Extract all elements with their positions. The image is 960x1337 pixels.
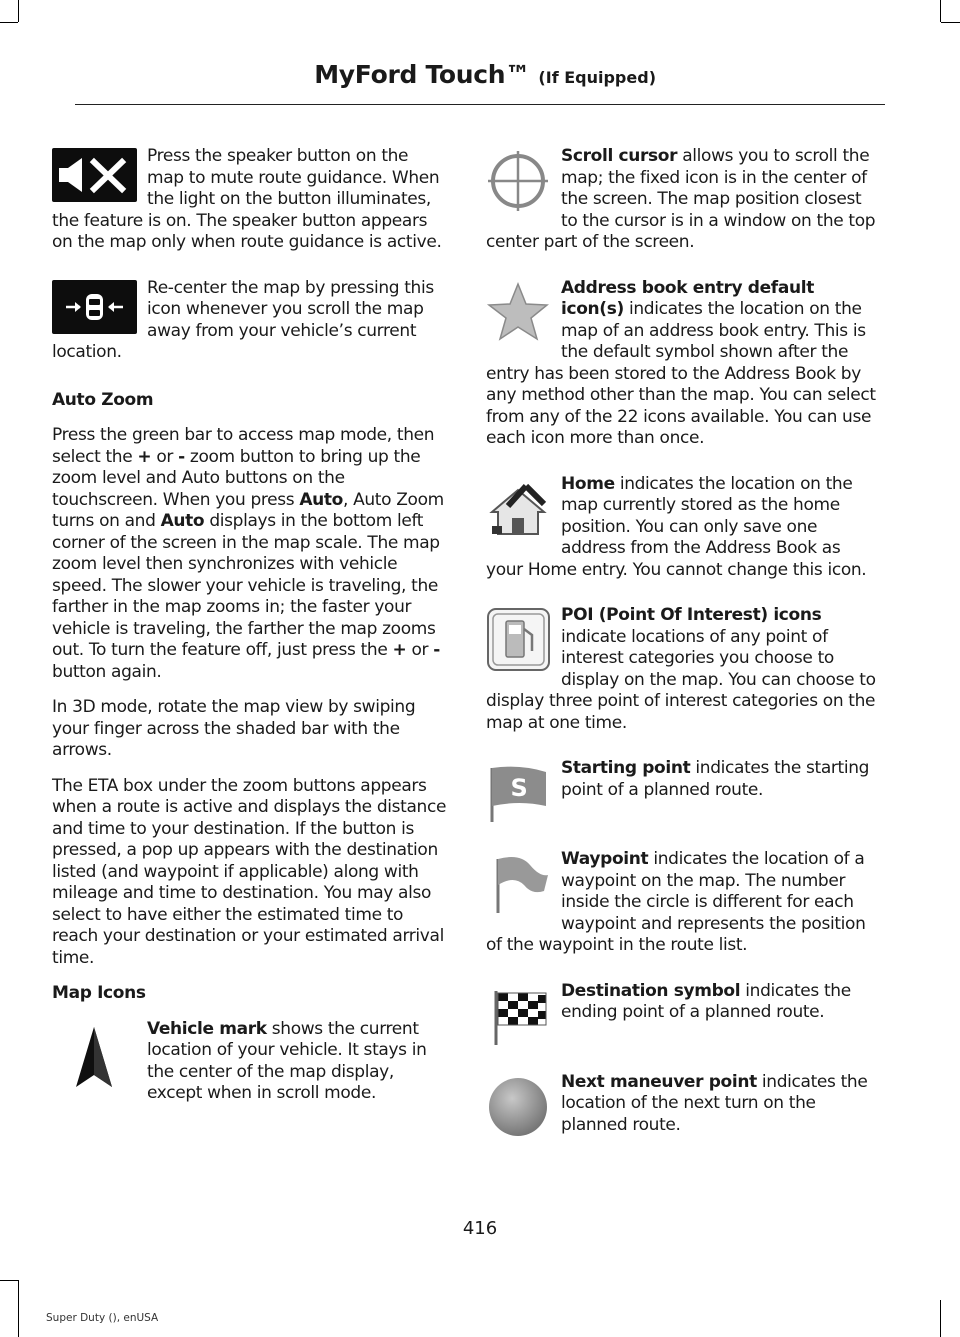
mute-description: Press the speaker button on the map to mute route guidance. When the light on the button illuminates, the feature is on. The speaker button appears on the map only when route guidance is active. [52,146,442,252]
vehicle-mark-term: Vehicle mark [147,1018,267,1039]
address-book-term: Address book entry default icon(s) [561,277,814,319]
waypoint-block [486,849,881,957]
page-header [314,60,656,89]
text-run: indicates the ending point of a planned route. [561,980,851,1022]
destination-term: Destination symbol [561,980,741,1001]
home-icon [486,476,551,541]
poi-block [486,605,881,734]
header-divider [75,104,885,105]
text-run: shows the current location of your vehicle. It stays in the center of the map display, except when in scroll mode. [147,1018,427,1103]
crop-mark [0,1280,18,1281]
destination-block [486,981,881,1048]
recenter-vehicle-icon [52,280,137,334]
starting-point-block [486,758,881,825]
crop-mark [18,1280,19,1337]
right-column [486,146,881,1172]
minus-symbol: - [178,446,185,467]
text-run: indicate locations of any point of interest categories you choose to display on the map. You can choose to display three point of interest categories on the map at one time. [486,626,876,733]
text-run: indicates the location on the map of an address book entry. This is the default symbol shown after the entry has been stored to the Address Book by any method other than the map. You can select from any of the 22 icons available. You can use each icon more than once. [486,299,876,448]
text-run: indicates the starting point of a planned route. [561,758,870,800]
auto-term: Auto [160,511,205,531]
scroll-cursor-block [486,146,881,254]
next-maneuver-term: Next maneuver point [561,1071,757,1092]
page-number: 416 [462,1218,498,1239]
left-column [52,146,447,1141]
text-run: button again. [52,661,162,682]
text-run: indicates the location of a waypoint on the map. The number inside the circle is different for each waypoint and represents the position of the waypoint in the route list. [486,849,866,955]
waypoint-flag-icon [486,851,551,916]
header-title: MyFord Touch™ [314,60,531,89]
crop-mark [18,0,19,22]
text-run: zoom button to bring up the zoom level and Auto buttons on the touchscreen. When you press [52,446,421,510]
auto-zoom-paragraph-2: In 3D mode, rotate the map view by swiping your finger across the shaded bar with the arrows. [52,697,416,760]
waypoint-term: Waypoint [561,849,649,869]
home-block [486,474,881,582]
vehicle-mark-icon [52,1021,137,1101]
auto-term: Auto [299,489,343,510]
scroll-cursor-term: Scroll cursor [561,146,678,166]
starting-point-flag-icon [486,760,551,825]
text-run: or [406,640,434,660]
crosshair-icon [486,148,551,213]
text-run: displays in the bottom left corner of the screen in the map scale. The map zoom level then synchronizes with vehicle speed. The slower your vehicle is traveling, the farther in the map zooms in; the faster your vehicle is traveling, the farther the map zooms out. To turn the feature off, just press the [52,511,440,660]
text-run: allows you to scroll the map; the fixed icon is in the center of the screen. The map position closest to the cursor is in a window on the top center part of the screen. [486,146,876,252]
home-term: Home [561,473,615,494]
crop-mark [0,22,18,23]
minus-symbol: - [433,640,440,660]
next-maneuver-circle-icon [486,1074,551,1139]
auto-zoom-paragraph-3: The ETA box under the zoom buttons appears when a route is active and displays the distance and time to your destination. If the button is pressed, a pop up appears with the destination listed (and waypoint if applicable) along with mileage and time to destination. You may also select to have either the estimated time to reach your destination or your estimated arrival time. [52,775,447,968]
plus-symbol: + [392,640,407,660]
text-run: indicates the location on the map currently stored as the home position. You can only save one address from the Address Book as your Home entry. You cannot change this icon. [486,473,867,580]
text-run: or [151,446,179,467]
starting-point-letter: S [510,774,528,802]
footer-text: Super Duty (), enUSA [46,1312,159,1324]
mute-speaker-icon [52,148,137,202]
mute-block [52,146,447,254]
plus-symbol: + [137,446,152,467]
header-subtitle: (If Equipped) [538,68,656,87]
next-maneuver-block [486,1072,881,1151]
map-icons-heading: Map Icons [52,983,146,1003]
text-run: indicates the location of the next turn on the planned route. [561,1071,868,1135]
crop-mark [941,22,960,23]
vehicle-mark-block [52,1019,447,1119]
address-book-block [486,278,881,450]
recenter-description: Re-center the map by pressing this icon whenever you scroll the map away from your vehicle’s current location. [52,277,434,362]
crop-mark [940,1300,941,1337]
auto-zoom-paragraph-1 [52,425,447,683]
star-icon [486,280,551,345]
fuel-pump-icon [486,607,551,672]
crop-mark [940,0,941,22]
starting-point-term: Starting point [561,758,691,778]
recenter-block [52,278,447,364]
auto-zoom-heading: Auto Zoom [52,389,154,410]
text-run: Press the green bar to access map mode, then select the [52,425,435,467]
poi-term: POI (Point Of Interest) icons [561,605,822,625]
checkered-flag-icon [486,983,551,1048]
text-run: , Auto Zoom turns on and [52,489,444,531]
